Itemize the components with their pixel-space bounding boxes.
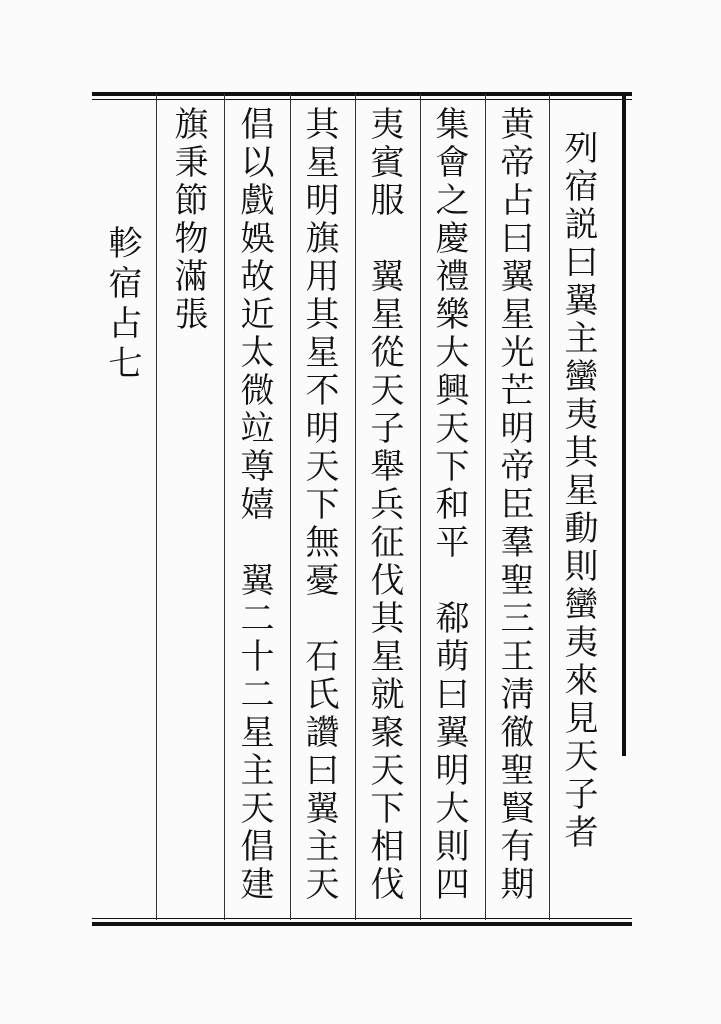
right-edge-rule — [622, 96, 626, 756]
bottom-border-thin — [92, 918, 632, 919]
column-divider — [485, 94, 486, 920]
text-column: 集會之慶禮樂大興天下和平 郗萌曰翼明大則四 — [429, 106, 469, 904]
text-column: 旗秉節物滿張 — [168, 106, 208, 334]
top-border — [92, 92, 632, 96]
column-divider — [224, 94, 225, 920]
text-column: 夷賓服 翼星從天子舉兵征伐其星就聚天下相伐 — [364, 106, 404, 904]
column-divider — [549, 94, 550, 920]
text-column: 其星明旗用其星不明天下無憂 石氏讚曰翼主天 — [299, 106, 339, 904]
column-divider — [420, 94, 421, 920]
text-column: 黄帝占曰翼星光芒明帝臣羣聖三王淸徹聖賢有期 — [494, 106, 534, 904]
text-column: 倡以戲娛故近太微竝尊嬉 翼二十二星主天倡建 — [234, 106, 274, 904]
top-border-thin — [92, 99, 632, 100]
margin-title: 軫宿占七 — [102, 225, 142, 385]
text-column: 列宿説曰翼主蠻夷其星動則蠻夷來見天子者 — [558, 130, 598, 852]
column-divider — [290, 94, 291, 920]
column-divider — [156, 94, 157, 920]
column-divider — [355, 94, 356, 920]
bottom-border — [92, 922, 632, 926]
